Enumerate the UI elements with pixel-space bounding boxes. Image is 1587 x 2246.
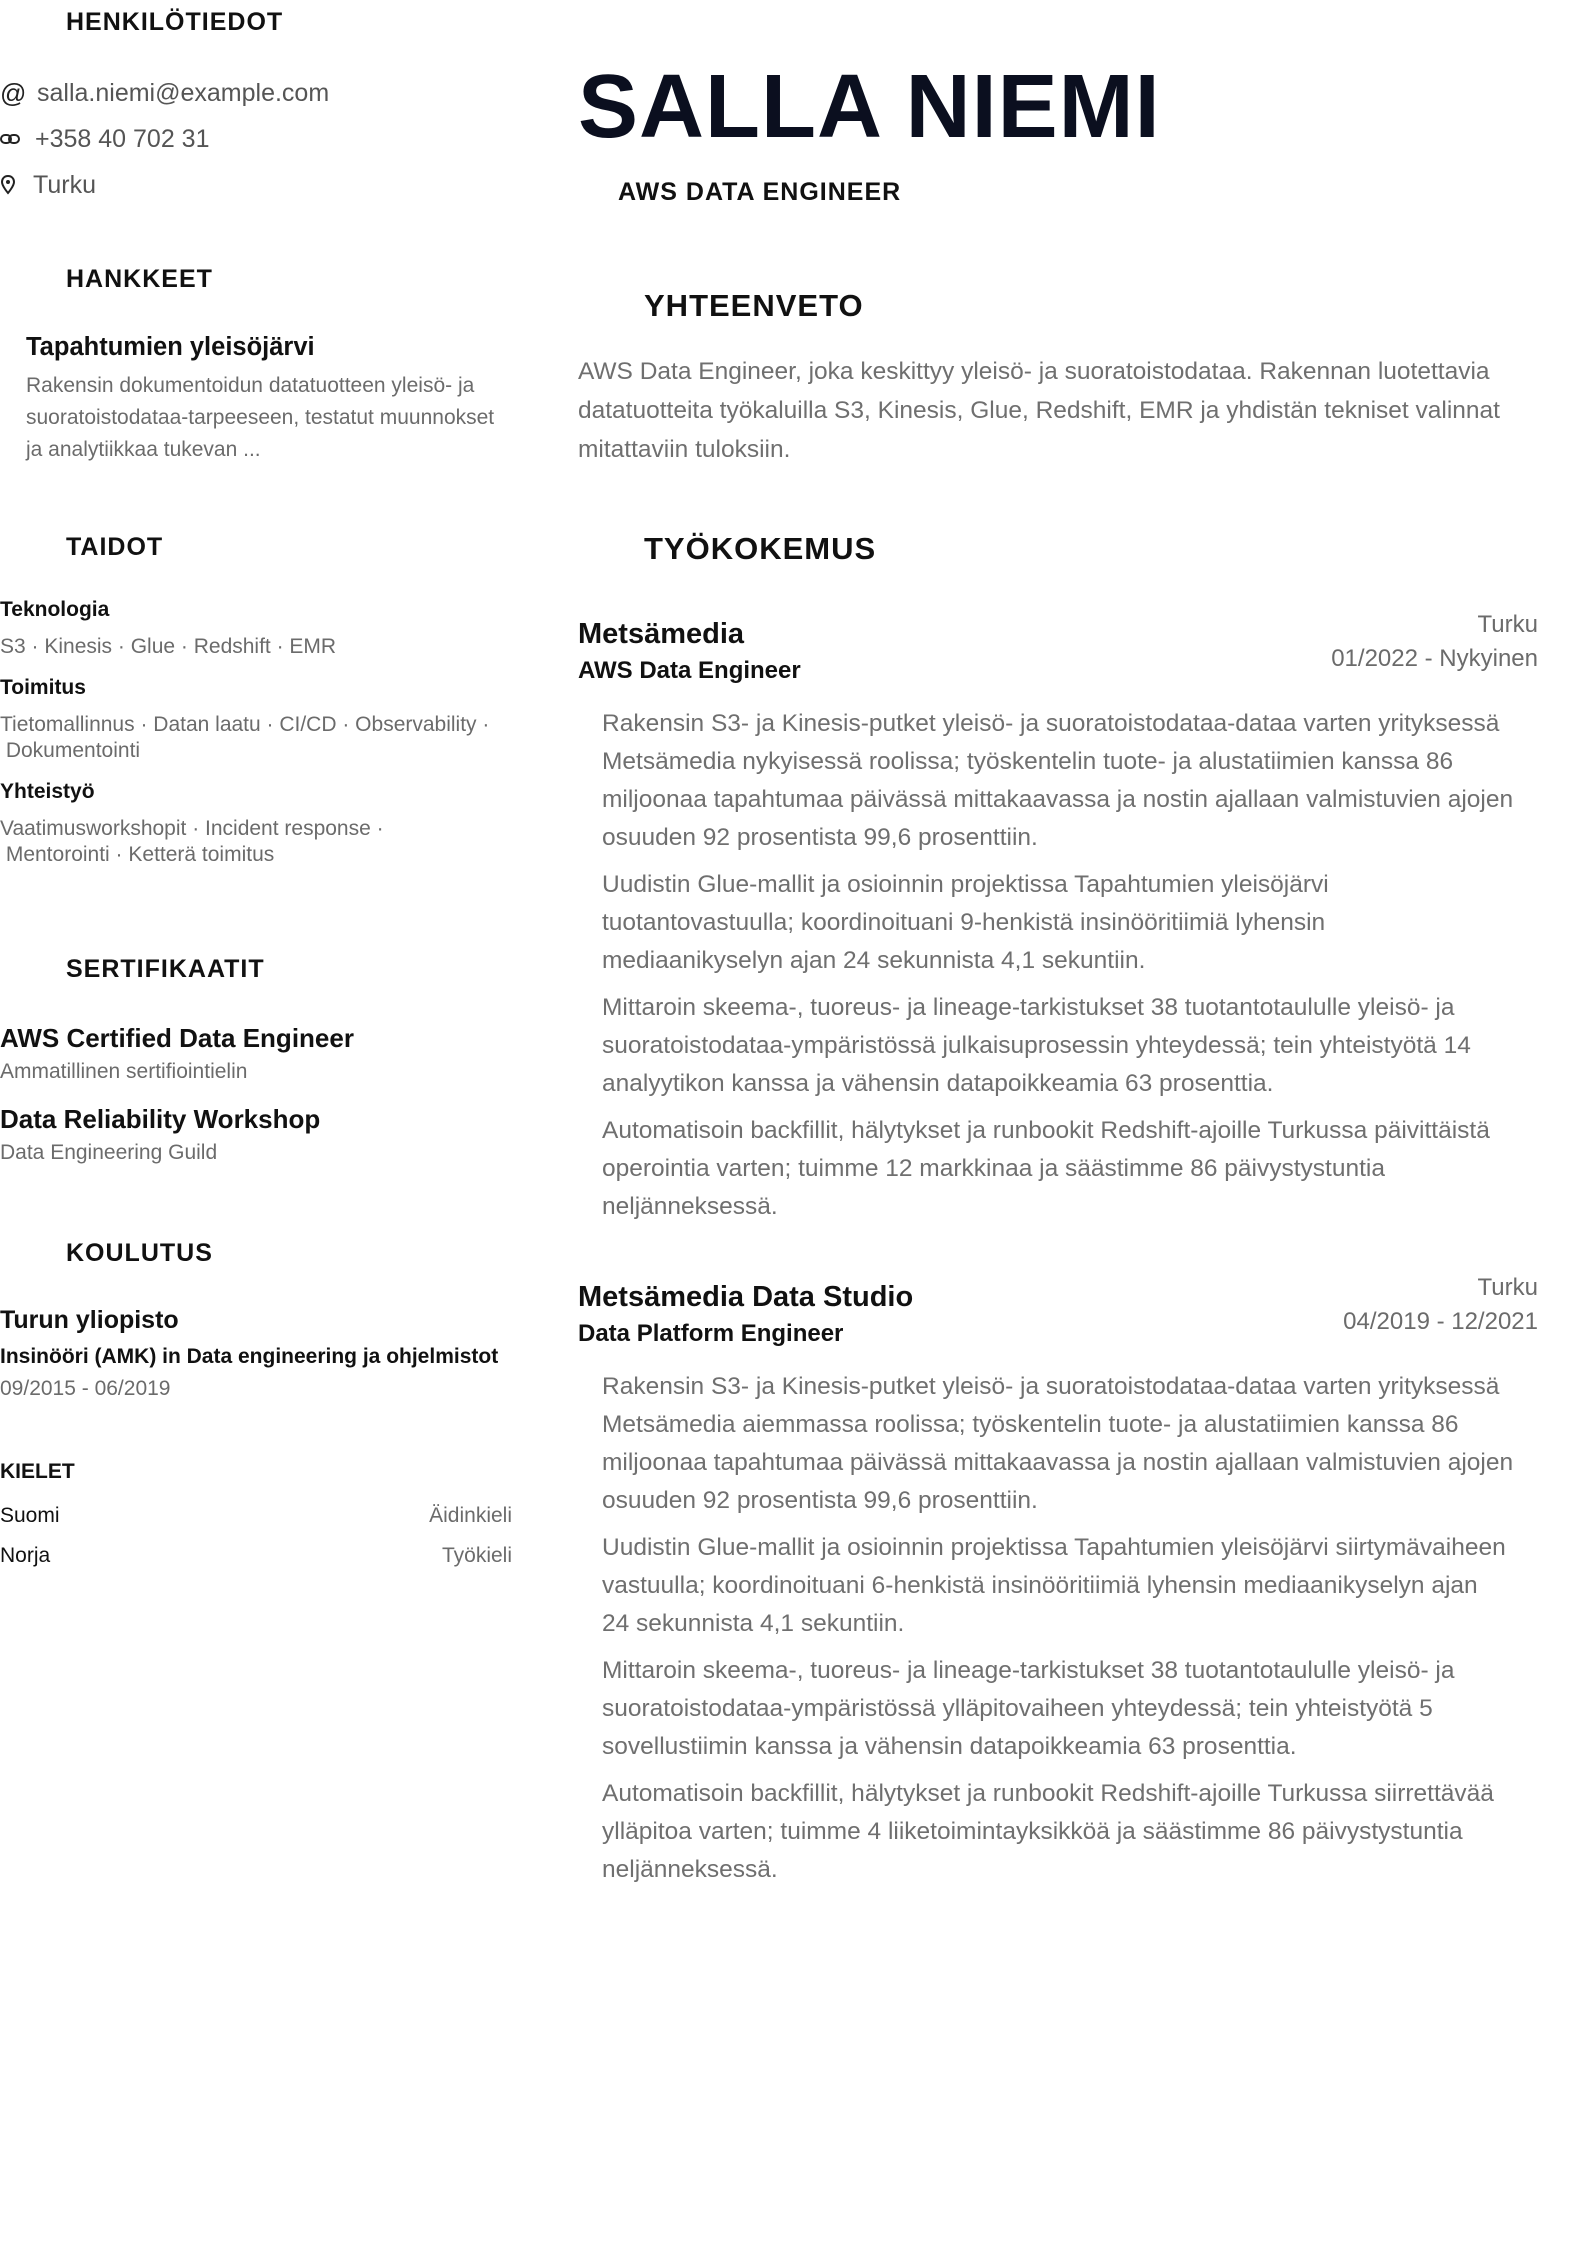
skill-items: Vaatimusworkshopit · Incident response · xyxy=(0,817,384,840)
email-row[interactable] xyxy=(0,70,500,116)
summary-line: AWS Data Engineer, joka keskittyy yleisö- ja suoratoistodataa. Rakennan luotettavia xyxy=(578,358,1490,385)
job-dates: 01/2022 - Nykyinen xyxy=(1331,645,1538,672)
school-name: Turun yliopisto xyxy=(0,1306,179,1334)
bullet-line: suoratoistodataa-ympäristössä ylläpitovaiheen yhteydessä; tein yhteistyötä 5 xyxy=(602,1695,1433,1722)
job-heading-left xyxy=(578,1281,913,1348)
bullet-line: miljoonaa tapahtumaa päivässä mittakaavassa ja nostin ajallaan valmistuvien ajojen xyxy=(602,1449,1514,1476)
experience-heading: TYÖKOKEMUS xyxy=(644,531,877,566)
location-row xyxy=(0,162,500,208)
project-item xyxy=(26,333,526,466)
bullet-line: ylläpitoa varten; tuimme 4 liiketoimintayksikköä ja säästimme 86 päivystystuntia xyxy=(602,1818,1463,1845)
job-bullets xyxy=(578,1368,1538,1889)
bullet-line: Uudistin Glue-mallit ja osioinnin projektissa Tapahtumien yleisöjärvi siirtymävaiheen xyxy=(602,1534,1506,1561)
bullet-line: Mittaroin skeema-, tuoreus- ja lineage-tarkistukset 38 tuotantotaululle yleisö- ja xyxy=(602,1657,1455,1684)
job-entry xyxy=(578,1274,1538,1898)
job-bullet xyxy=(602,866,1538,980)
bullet-line: Automatisoin backfillit, hälytykset ja runbookit Redshift-ajoille Turkussa siirrettävää xyxy=(602,1780,1494,1807)
job-bullet xyxy=(602,1529,1538,1643)
at-icon: @ xyxy=(0,77,27,108)
email-text: salla.niemi@example.com xyxy=(37,78,330,107)
summary-line: mitattaviin tuloksiin. xyxy=(578,436,791,463)
certificate-item xyxy=(0,1104,510,1165)
bullet-line: miljoonaa tapahtumaa päivässä mittakaavassa ja nostin ajallaan valmistuvien ajojen xyxy=(602,786,1514,813)
bullet-line: sovellustiimin kanssa ja vähensin datapoikkeamia 63 prosenttia. xyxy=(602,1733,1297,1760)
skill-group xyxy=(0,676,510,764)
project-desc-line: ja analytiikkaa tukevan ... xyxy=(26,438,261,461)
job-bullet xyxy=(602,1368,1538,1520)
phone-text: +358 40 702 31 xyxy=(35,124,210,153)
job-bullet xyxy=(602,1775,1538,1889)
bullet-line: neljänneksessä. xyxy=(602,1856,778,1883)
skill-items: Tietomallinnus · Datan laatu · CI/CD · Observability · xyxy=(0,713,490,736)
education-heading: KOULUTUS xyxy=(66,1239,213,1267)
certificate-item xyxy=(0,1023,510,1084)
bullet-line: tuotantovastuulla; koordinoituani 9-henkistä insinööritiimiä lyhensin xyxy=(602,909,1326,936)
bullet-line: suoratoistodataa-ympäristössä julkaisuprosessin yhteydessä; tein yhteistyötä 14 xyxy=(602,1032,1471,1059)
bullet-line: 24 sekunnista 4,1 sekuntiin. xyxy=(602,1610,905,1637)
job-bullet xyxy=(602,989,1538,1103)
skill-category: Teknologia xyxy=(0,598,110,621)
role-title: AWS Data Engineer xyxy=(578,657,801,684)
project-desc-line: Rakensin dokumentoidun datatuotteen yleisö- ja xyxy=(26,374,475,397)
languages-heading: KIELET xyxy=(0,1460,75,1483)
certificate-issuer: Ammatillinen sertifiointielin xyxy=(0,1060,248,1083)
bullet-line: analyytikon kanssa ja vähensin datapoikkeamia 63 prosenttia. xyxy=(602,1070,1274,1097)
job-bullets xyxy=(578,705,1538,1226)
project-name: Tapahtumien yleisöjärvi xyxy=(26,333,315,361)
education-item xyxy=(0,1306,520,1401)
job-location: Turku xyxy=(1477,611,1538,638)
skills-list xyxy=(0,598,510,868)
certificates-heading: SERTIFIKAATIT xyxy=(66,955,265,983)
skill-items: Mentorointi · Ketterä toimitus xyxy=(0,843,275,866)
bullet-line: Rakensin S3- ja Kinesis-putket yleisö- ja suoratoistodataa-dataa varten yrityksessä xyxy=(602,1373,1500,1400)
certificate-name: AWS Certified Data Engineer xyxy=(0,1023,354,1053)
candidate-name: SALLA NIEMI xyxy=(578,57,1161,157)
bullet-line: Automatisoin backfillit, hälytykset ja runbookit Redshift-ajoille Turkussa päivittäistä xyxy=(602,1117,1490,1144)
language-row xyxy=(0,1536,512,1576)
language-level: Työkieli xyxy=(441,1544,512,1567)
projects-heading: HANKKEET xyxy=(66,265,213,293)
language-name: Suomi xyxy=(0,1504,60,1527)
language-level: Äidinkieli xyxy=(429,1504,512,1527)
degree-text: Insinööri (AMK) in Data engineering ja ohjelmistot xyxy=(0,1345,499,1368)
personal-section xyxy=(66,8,283,37)
job-bullet xyxy=(602,1112,1538,1226)
phone-row[interactable] xyxy=(0,116,500,162)
location-text: Turku xyxy=(33,170,96,199)
skill-group xyxy=(0,780,510,868)
company-name: Metsämedia xyxy=(578,618,745,650)
skill-category: Toimitus xyxy=(0,676,86,699)
link-icon xyxy=(0,132,30,146)
job-bullet xyxy=(602,1652,1538,1766)
bullet-line: Metsämedia aiemmassa roolissa; työskentelin tuote- ja alustatiimien kanssa 86 xyxy=(602,1411,1459,1438)
languages-section xyxy=(0,1460,512,1576)
bullet-line: neljänneksessä. xyxy=(602,1193,778,1220)
skill-items: Dokumentointi xyxy=(0,739,141,762)
summary-heading: YHTEENVETO xyxy=(644,288,864,323)
summary-text xyxy=(578,352,1538,469)
certificate-issuer: Data Engineering Guild xyxy=(0,1141,218,1164)
job-title-header: AWS DATA ENGINEER xyxy=(618,178,902,206)
job-entry xyxy=(578,611,1538,1235)
bullet-line: Mittaroin skeema-, tuoreus- ja lineage-tarkistukset 38 tuotantotaululle yleisö- ja xyxy=(602,994,1455,1021)
skill-category: Yhteistyö xyxy=(0,780,95,803)
job-header xyxy=(578,1274,1538,1348)
personal-heading: HENKILÖTIEDOT xyxy=(66,8,284,36)
bullet-line: Metsämedia nykyisessä roolissa; työskentelin tuote- ja alustatiimien kanssa 86 xyxy=(602,748,1454,775)
job-bullet xyxy=(602,705,1538,857)
project-desc-line: suoratoistodataa-tarpeeseen, testatut muunnokset xyxy=(26,406,495,429)
bullet-line: osuuden 92 prosentista 99,6 prosenttiin. xyxy=(602,1487,1038,1514)
role-title: Data Platform Engineer xyxy=(578,1320,844,1347)
skill-items: S3 · Kinesis · Glue · Redshift · EMR xyxy=(0,635,337,658)
summary-line: datatuotteita työkaluilla S3, Kinesis, Glue, Redshift, EMR ja yhdistän tekniset valinnat xyxy=(578,397,1500,424)
language-name: Norja xyxy=(0,1544,51,1567)
job-meta xyxy=(1331,608,1538,685)
language-row xyxy=(0,1496,512,1536)
job-header xyxy=(578,611,1538,685)
certificate-list xyxy=(0,1023,510,1165)
contact-list xyxy=(0,70,500,208)
location-pin-icon xyxy=(0,175,30,195)
bullet-line: mediaanikyselyn ajan 24 sekunnista 4,1 sekuntiin. xyxy=(602,947,1146,974)
skills-heading: TAIDOT xyxy=(66,533,164,561)
bullet-line: Rakensin S3- ja Kinesis-putket yleisö- ja suoratoistodataa-dataa varten yrityksessä xyxy=(602,710,1500,737)
skill-group xyxy=(0,598,510,660)
company-name: Metsämedia Data Studio xyxy=(578,1281,914,1313)
job-heading-left xyxy=(578,618,801,685)
education-dates: 09/2015 - 06/2019 xyxy=(0,1377,171,1400)
bullet-line: osuuden 92 prosentista 99,6 prosenttiin. xyxy=(602,824,1038,851)
job-dates: 04/2019 - 12/2021 xyxy=(1343,1308,1538,1335)
job-meta xyxy=(1343,1271,1538,1348)
job-location: Turku xyxy=(1477,1274,1538,1301)
bullet-line: operointia varten; tuimme 12 markkinaa ja säästimme 86 päivystystuntia xyxy=(602,1155,1385,1182)
certificate-name: Data Reliability Workshop xyxy=(0,1104,321,1134)
bullet-line: vastuulla; koordinoituani 6-henkistä insinööritiimiä lyhensin mediaanikyselyn ajan xyxy=(602,1572,1478,1599)
bullet-line: Uudistin Glue-mallit ja osioinnin projektissa Tapahtumien yleisöjärvi xyxy=(602,871,1329,898)
